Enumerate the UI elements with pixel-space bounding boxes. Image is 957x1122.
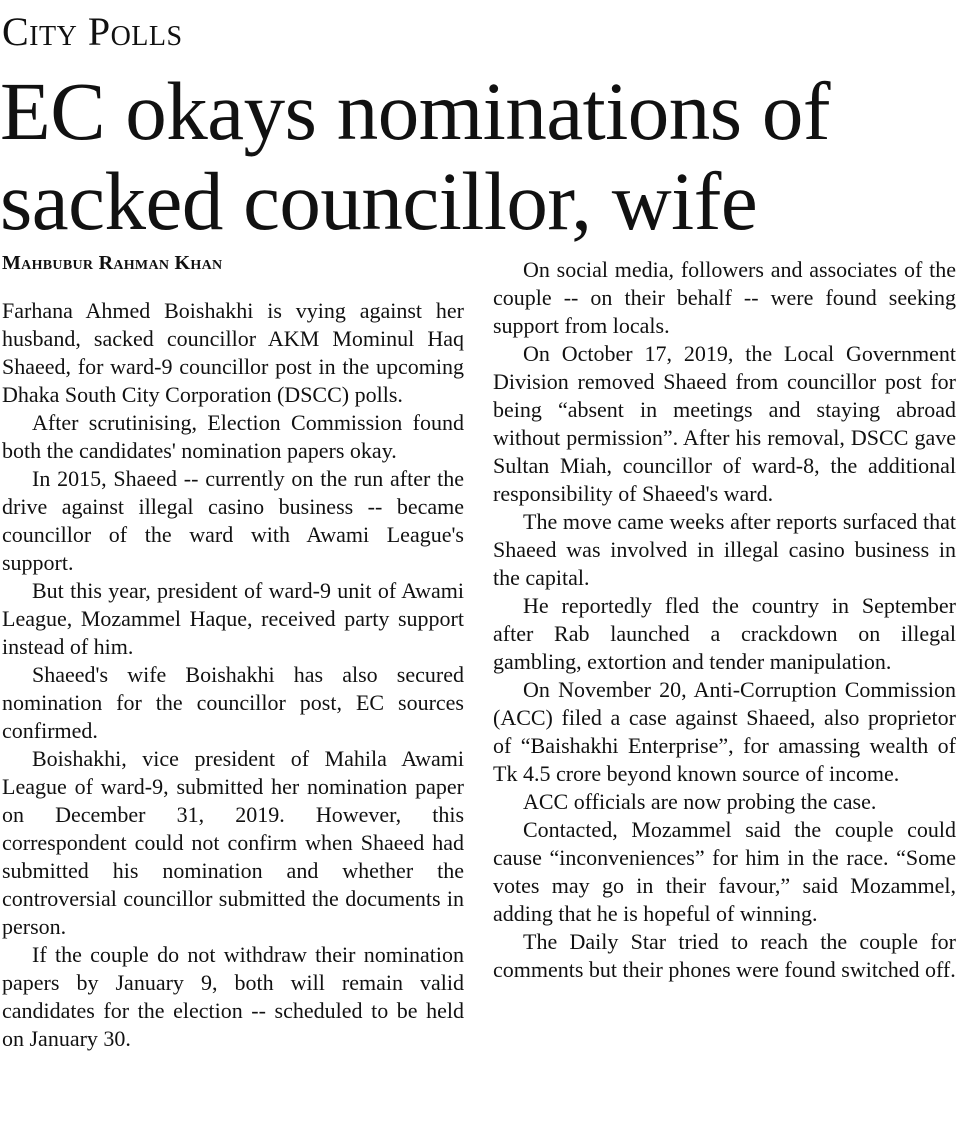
paragraph: ACC officials are now probing the case.: [523, 789, 877, 814]
article-column-right: [493, 256, 956, 984]
paragraph: Shaeed's wife Boishakhi has also secured nomination for the councillor post, EC sources confirmed.: [2, 662, 464, 743]
paragraph: On November 20, Anti-Corruption Commission (ACC) filed a case against Shaeed, also proprietor of “Baishakhi Enterprise”, for amassing wealth of Tk 4.5 crore beyond known source of income.: [493, 677, 956, 786]
headline: EC okays nominations of sacked councillor, wife: [0, 65, 830, 247]
paragraph: He reportedly fled the country in September after Rab launched a crackdown on illegal gambling, extortion and tender manipulation.: [493, 593, 956, 674]
paragraph: But this year, president of ward-9 unit of Awami League, Mozammel Haque, received party support instead of him.: [2, 578, 464, 659]
paragraph: If the couple do not withdraw their nomination papers by January 9, both will remain valid candidates for the election -- scheduled to be held on January 30.: [2, 942, 464, 1051]
byline: Mahbubur Rahman Khan: [2, 252, 223, 274]
paragraph: In 2015, Shaeed -- currently on the run after the drive against illegal casino business -- became councillor of the ward with Awami League's support.: [2, 466, 464, 575]
paragraph: On October 17, 2019, the Local Government Division removed Shaeed from councillor post for being “absent in meetings and staying abroad without permission”. After his removal, DSCC gave Sultan Miah, councillor of ward-8, the additional responsibility of Shaeed's ward.: [493, 341, 956, 506]
paragraph: Boishakhi, vice president of Mahila Awami League of ward-9, submitted her nomination paper on December 31, 2019. However, this correspondent could not confirm when Shaeed had submitted his nomination and whether the controversial councillor submitted the documents in person.: [2, 746, 464, 939]
paragraph: Farhana Ahmed Boishakhi is vying against her husband, sacked councillor AKM Mominul Haq Shaeed, for ward-9 councillor post in the upcoming Dhaka South City Corporation (DSCC) polls.: [2, 298, 464, 407]
paragraph: The Daily Star tried to reach the couple for comments but their phones were found switched off.: [493, 929, 956, 982]
paragraph: Contacted, Mozammel said the couple could cause “inconveniences” for him in the race. “Some votes may go in their favour,” said Mozammel, adding that he is hopeful of winning.: [493, 817, 956, 926]
paragraph: The move came weeks after reports surfaced that Shaeed was involved in illegal casino business in the capital.: [493, 509, 956, 590]
section-label: City Polls: [2, 9, 183, 54]
paragraph: On social media, followers and associates of the couple -- on their behalf -- were found seeking support from locals.: [493, 257, 956, 338]
paragraph: After scrutinising, Election Commission found both the candidates' nomination papers okay.: [2, 410, 464, 463]
article-column-left: [2, 297, 464, 1053]
